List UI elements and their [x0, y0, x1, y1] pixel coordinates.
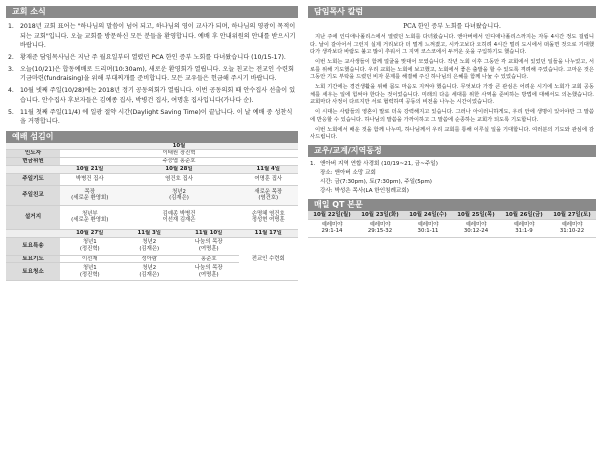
blank-cell: [6, 166, 60, 174]
table-cell: 청년2 (김재은): [120, 185, 239, 205]
date-header: 11월 10일: [179, 229, 239, 237]
qt-day: 10월 25일(목): [452, 211, 500, 220]
table-cell: 나눔의 목장 (여명훈): [179, 237, 239, 255]
officiant-value: 이태원 장진혁: [60, 150, 298, 158]
right-column: [308, 6, 596, 238]
fellowship-item: [310, 160, 594, 169]
news-item-text: 10월 넷째 주일(10/28)에는 2018년 정기 공동의회가 열립니다. 이번 공동의회 때 안수집사 선출이 있습니다. 안수집사 후보자들은 김예종 집사, 박병건 집사, 여명훈 집사입니다(가나다 순).: [20, 87, 296, 104]
news-item-number: 2.: [8, 53, 14, 61]
date-header: 11월 17일: [239, 229, 299, 237]
column-paragraph: 이번 노회는 교사생들이 함께 얼굴을 맞대어 모였습니다. 작년 노회 이후 그동안 각 교회에서 있었던 일들을 나누었고, 서로를 위해 기도했습니다. 우리 교회는 노회에 보고했고, 노회에서 좋은 출발을 할 수 있도록 격려해 주었습니다. 고마운 것은 그동안 기도 부탁을 드렸던 비자 문제를 해결해 주신 하나님의 은혜를 함께 나눌 수 있었습니다.: [310, 59, 594, 81]
qt-book: 예레미야: [417, 221, 439, 228]
table-cell: 홍준호: [179, 255, 239, 263]
column-paragraph: 지난 주에 인디애나폴리스에서 열렸던 노회를 다녀왔습니다. 앤아버에서 인디애나폴리스까지는 자동 4시간 정도 걸립니다. 날이 갈아어서 그런지 실제 거리보다 더 멀게 느껴졌고, 시카고보다 오히려 4시간 멀리 도시에서 떠돌면 것으로 기대했다가 생각보다 바람도 불고 많이 추워서 그 지역 코스코에서 두꺼운 옷을 구입하기도 했습니다.: [310, 34, 594, 56]
service-table: [6, 143, 298, 282]
news-item-number: 1.: [8, 23, 14, 30]
column-header: 담임목사 칼럼: [308, 6, 596, 18]
column-subtitle: PCA 한인 증부 노회를 다녀왔습니다.: [403, 23, 501, 30]
qt-passage: [308, 219, 356, 237]
blank-cell: [6, 143, 60, 150]
news-item: [8, 65, 296, 84]
fellowship-number: [310, 178, 320, 187]
news-item: [8, 53, 296, 63]
fellowship-item: [310, 178, 594, 187]
column-paragraph: 이번 노회에서 배운 것을 함께 나누며, 하나님께서 우리 교회를 통해 이루실 일을 기대합니다. 여러분의 기도와 관심에 감사드립니다.: [310, 127, 594, 141]
blank-cell: [6, 229, 60, 237]
qt-verse: 31:10-22: [559, 228, 585, 235]
table-cell: 청년부 (세로운 환영회): [60, 205, 120, 229]
qt-book: 예레미야: [561, 221, 583, 228]
news-item-number: 3.: [8, 65, 14, 73]
date-header: 10월 27일: [60, 229, 120, 237]
fellowship-number: 1.: [310, 160, 316, 167]
table-cell: 손명혜 염건호 정성현 여명훈: [239, 205, 299, 229]
qt-verse: 29:15-32: [367, 228, 393, 235]
row-label: 주일친교: [6, 185, 60, 205]
column-body: [310, 23, 594, 142]
row-label: 토요기도: [6, 255, 60, 263]
news-list: [8, 22, 296, 127]
table-cell: 청년1 (정진혁): [60, 237, 120, 255]
fellowship-item: [310, 169, 594, 178]
fellowship-text: 강사: 박성은 목사(LA 한인침례교회): [320, 187, 409, 194]
qt-table: [308, 211, 596, 238]
table-cell: 나눔의 목장 (여명훈): [179, 263, 239, 281]
news-item-number: 4.: [8, 87, 14, 95]
date-header: 11월 4일: [239, 166, 299, 174]
qt-verse: 31:1-9: [515, 228, 533, 235]
preacher-value: 주승엽 홍준호: [60, 158, 298, 166]
column-paragraph: 이 시대는 사람들의 영혼이 말로 더욱 강력해지고 있습니다. 그러나 아이러니하게도, 우리 안에 생명이 있어야만 그 말씀에 반응할 수 있습니다. 하나님의 말씀을 가까이하고 그 말씀에 순종하는 교회가 되도록 기도합니다.: [310, 109, 594, 123]
service-header: 예배 섬김이: [6, 131, 298, 143]
table-cell: 이선재: [60, 255, 120, 263]
left-column: [6, 6, 298, 281]
news-item-text: 황재준 담임목사님은 지난 주 월요일부터 열렸던 PCA 한인 증부 노회를 다녀왔습니다 (10/15-17).: [20, 53, 286, 61]
month-header: 10월: [60, 143, 298, 150]
qt-day: 10월 24일(수): [404, 211, 452, 220]
table-cell: 새로운 목장 (염건호): [239, 185, 299, 205]
qt-passage: [452, 219, 500, 237]
row-label: 토요청소: [6, 263, 60, 281]
qt-book: 예레미야: [321, 221, 343, 228]
qt-header: 매일 QT 본문: [308, 199, 596, 211]
date-header: 10월 21일: [60, 166, 120, 174]
table-cell: 청년1 (정진혁): [60, 263, 120, 281]
table-cell: 박병건 집사: [60, 173, 120, 185]
qt-day: 10월 22일(월): [308, 211, 356, 220]
row-label: 토요특송: [6, 237, 60, 255]
qt-passage: [548, 219, 596, 237]
news-item-text: 11월 첫째 주일(11/4) 에 일광 절약 시간(Daylight Saving Time)이 끝납니다. 이 날 예배 중 성찬식을 거행합니다.: [20, 108, 293, 126]
news-item-number: 5.: [8, 108, 14, 116]
news-item: [8, 108, 296, 127]
fellowship-number: [310, 169, 320, 178]
fellowship-text: 앤아버 지역 연합 사경회 (10/19~21, 금~주일): [320, 160, 438, 167]
table-cell: 여명훈 집사: [239, 173, 299, 185]
preacher-label: 현금위원: [6, 158, 60, 166]
fellowship-text: 장소: 앤아버 소망 교회: [320, 169, 376, 176]
news-item-text: 2018년 교회 표어는 "하나님의 말씀이 넘어 되고, 하나님의 영이 교사가 되며, 하나님의 영광이 목적이 되는 교회"입니다. 오늘 교회를 방문하신 모든 분들을 환영합니다. 예배 후 안내위원의 안내를 받으시기 바랍니다.: [20, 23, 296, 50]
qt-day: 10월 23일(화): [356, 211, 404, 220]
table-cell: 청년2 (김재은): [120, 237, 180, 255]
qt-passage: [500, 219, 548, 237]
qt-section: [308, 199, 596, 238]
row-label: 주일기도: [6, 173, 60, 185]
qt-verse: 30:12-24: [463, 228, 489, 235]
qt-day: 10월 27일(토): [548, 211, 596, 220]
table-cell: 염건호 집사: [120, 173, 239, 185]
table-cell: 목장 (세로운 환영회): [60, 185, 120, 205]
officiant-label: 인도자: [6, 150, 60, 158]
news-item: [8, 22, 296, 51]
qt-verse: 29:1-14: [321, 228, 343, 235]
fellowship-header: 교우/교계/지역동정: [308, 145, 596, 157]
qt-book: 예레미야: [513, 221, 535, 228]
fellowship-item: [310, 187, 594, 196]
qt-book: 예레미야: [369, 221, 391, 228]
table-cell: 성아람: [120, 255, 180, 263]
qt-day: 10월 26일(금): [500, 211, 548, 220]
table-cell: 김예종 박병건 이선재 김재은: [120, 205, 239, 229]
news-item-text: 오늘(10/21)은 합동예배로 드리며(10:30am), 새로운 환영회가 열립니다. 오늘 친교는 전교인 수련회 기금마련(fundraising)을 위해 부대찌개를 준비합니다. 모든 교우들은 헌금해 주시기 바랍니다.: [20, 65, 295, 83]
table-cell: 청년2 (김재은): [120, 263, 180, 281]
fellowship-list: [310, 160, 594, 196]
service-section: [6, 131, 298, 282]
retreat-cell: 전교인 수련회: [239, 237, 299, 281]
qt-verse: 30:1-11: [417, 228, 439, 235]
qt-passage: [404, 219, 452, 237]
row-label: 설거지: [6, 205, 60, 229]
column-paragraph: 노회 기간에는 경건생활을 위해 몸도 마음도 지켜야 했습니다. 무엇보다 가장 큰 관심은 어려운 시기에 노회가 교회 공동체를 세우는 일에 힘써야 한다는 것이었습니다. 미래의 다음 세대를 위한 사역을 준비하는 방법에 대해서도 의논했습니다. 교회마다 사정이 다르지만 서로 협력하며 공동의 비전을 나누는 시간이었습니다.: [310, 84, 594, 106]
date-header: 11월 3일: [120, 229, 180, 237]
date-header: 10월 28일: [120, 166, 239, 174]
qt-passage: [356, 219, 404, 237]
fellowship-number: [310, 187, 320, 196]
news-item: [8, 86, 296, 105]
news-header: 교회 소식: [6, 6, 298, 18]
fellowship-text: 시간: 금(7:30pm), 토(7:30pm), 주일(5pm): [320, 178, 432, 185]
qt-book: 예레미야: [465, 221, 487, 228]
